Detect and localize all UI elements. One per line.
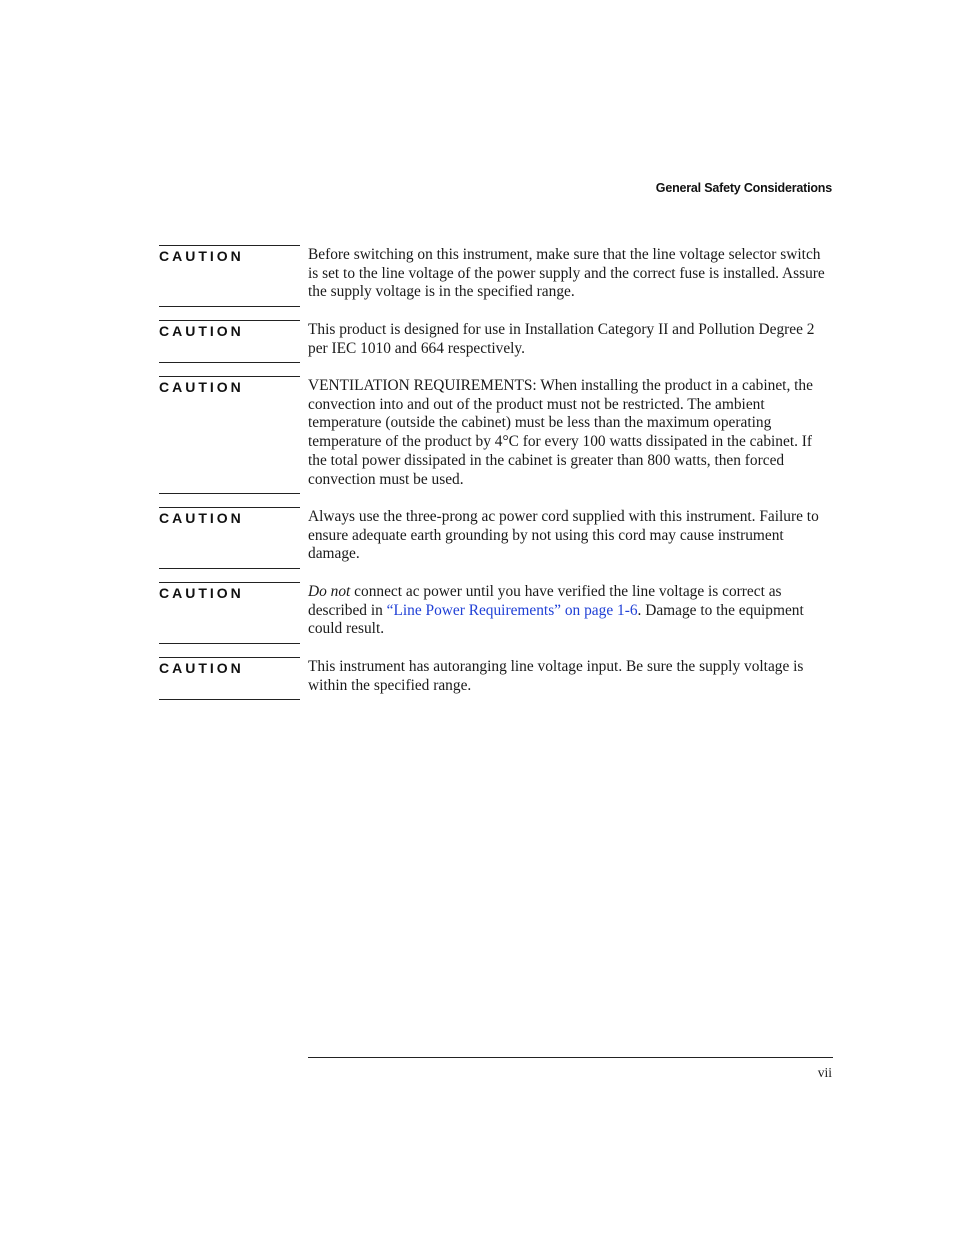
- caution-text: [308, 583, 834, 639]
- caution-emphasis: Do not: [308, 583, 351, 600]
- footer-rule: [308, 1057, 833, 1058]
- caution-label: CAUTION: [159, 507, 300, 526]
- page-number: vii: [817, 1065, 832, 1080]
- caution-bottom-rule: [159, 643, 300, 644]
- caution-bottom-rule: [159, 362, 300, 363]
- caution-text: Always use the three-prong ac power cord supplied with this instrument. Failure to ensure adequate earth grounding by not using this cord may cause instrument damage.: [308, 508, 819, 563]
- caution-text: Before switching on this instrument, make sure that the line voltage selector switch is set to the line voltage of the power supply and the correct fuse is installed. Assure the supply voltage is in the specified range.: [308, 246, 825, 301]
- caution-bottom-rule: [159, 568, 300, 569]
- caution-label: CAUTION: [159, 376, 300, 395]
- caution-text: This product is designed for use in Installation Category II and Pollution Degree 2 per IEC 1010 and 664 respectively.: [308, 321, 815, 357]
- caution-bottom-rule: [159, 493, 300, 494]
- caution-label: CAUTION: [159, 657, 300, 676]
- caution-label: CAUTION: [159, 320, 300, 339]
- caution-bottom-rule: [159, 306, 300, 307]
- caution-bottom-rule: [159, 699, 300, 700]
- running-head: General Safety Considerations: [655, 181, 832, 195]
- cross-reference-link[interactable]: “Line Power Requirements” on page 1-6: [386, 601, 638, 619]
- caution-label: CAUTION: [159, 582, 300, 601]
- caution-text: This instrument has autoranging line voltage input. Be sure the supply voltage is within the specified range.: [308, 658, 804, 694]
- caution-text: VENTILATION REQUIREMENTS: When installing the product in a cabinet, the convection into and out of the product must not be restricted. The ambient temperature (outside the cabinet) must be less than the maximum operating temperature of the product by 4°C for every 100 watts dissipated in the cabinet. If the total power dissipated in the cabinet is greater than 800 watts, then forced convection must be used.: [308, 377, 813, 488]
- caution-label: CAUTION: [159, 245, 300, 264]
- caution-text-part: connect ac power until you have verified the line voltage is correct as described in: [308, 583, 782, 619]
- caution-text-part: . Damage to the equipment could result.: [308, 601, 804, 638]
